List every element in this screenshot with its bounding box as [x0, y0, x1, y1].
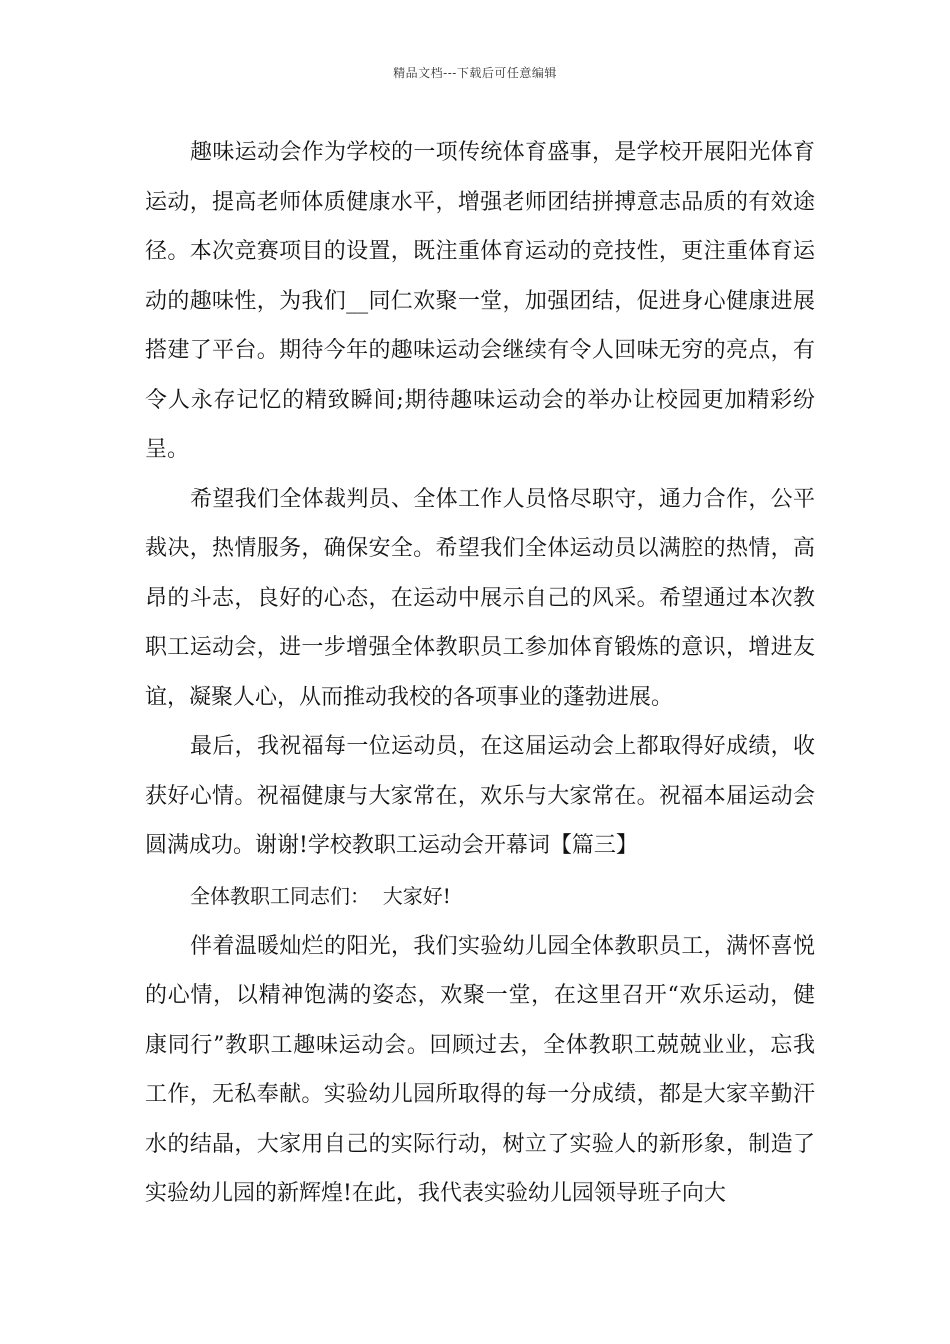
paragraph-sports-meet-significance: 趣味运动会作为学校的一项传统体育盛事，是学校开展阳光体育运动，提高老师体质健康水平，增强老师团结拼搏意志品质的有效途径。本次竞赛项目的设置，既注重体育运动的竞技性，更注重体育运动的趣味性，为我们__同仁欢聚一堂，加强团结，促进身心健康进展搭建了平台。期待今年的趣味运动会继续有令人回味无穷的亮点，有令人永存记忆的精致瞬间;期待趣味运动会的举办让校园更加精彩纷呈。 [145, 140, 815, 462]
paragraph-kindergarten-opening: 伴着温暖灿烂的阳光，我们实验幼儿园全体教职员工，满怀喜悦的心情，以精神饱满的姿态，欢聚一堂，在这里召开“欢乐运动，健康同行”教职工趣味运动会。回顾过去，全体教职工兢兢业业，忘我工作，无私奉献。实验幼儿园所取得的每一分成绩，都是大家辛勤汗水的结晶，大家用自己的实际行动，树立了实验人的新形象，制造了实验幼儿园的新辉煌!在此，我代表实验幼儿园领导班子向大 [145, 933, 815, 1206]
greeting-line: 全体教职工同志们： 大家好! [190, 883, 451, 908]
document-body [145, 128, 815, 1219]
paragraph-closing-wishes: 最后，我祝福每一位运动员，在这届运动会上都取得好成绩，收获好心情。祝福健康与大家常在，欢乐与大家常在。祝福本届运动会圆满成功。谢谢!学校教职工运动会开幕词【篇三】 [145, 734, 815, 858]
paragraph-hopes-for-participants: 希望我们全体裁判员、全体工作人员恪尽职守，通力合作，公平裁决，热情服务，确保安全。希望我们全体运动员以满腔的热情，高昂的斗志，良好的心态，在运动中展示自己的风采。希望通过本次教职工运动会，进一步增强全体教职员工参加体育锻炼的意识，增进友谊，凝聚人心，从而推动我校的各项事业的蓬勃进展。 [145, 486, 815, 710]
page-header: 精品文档---下载后可任意编辑 [393, 66, 557, 80]
